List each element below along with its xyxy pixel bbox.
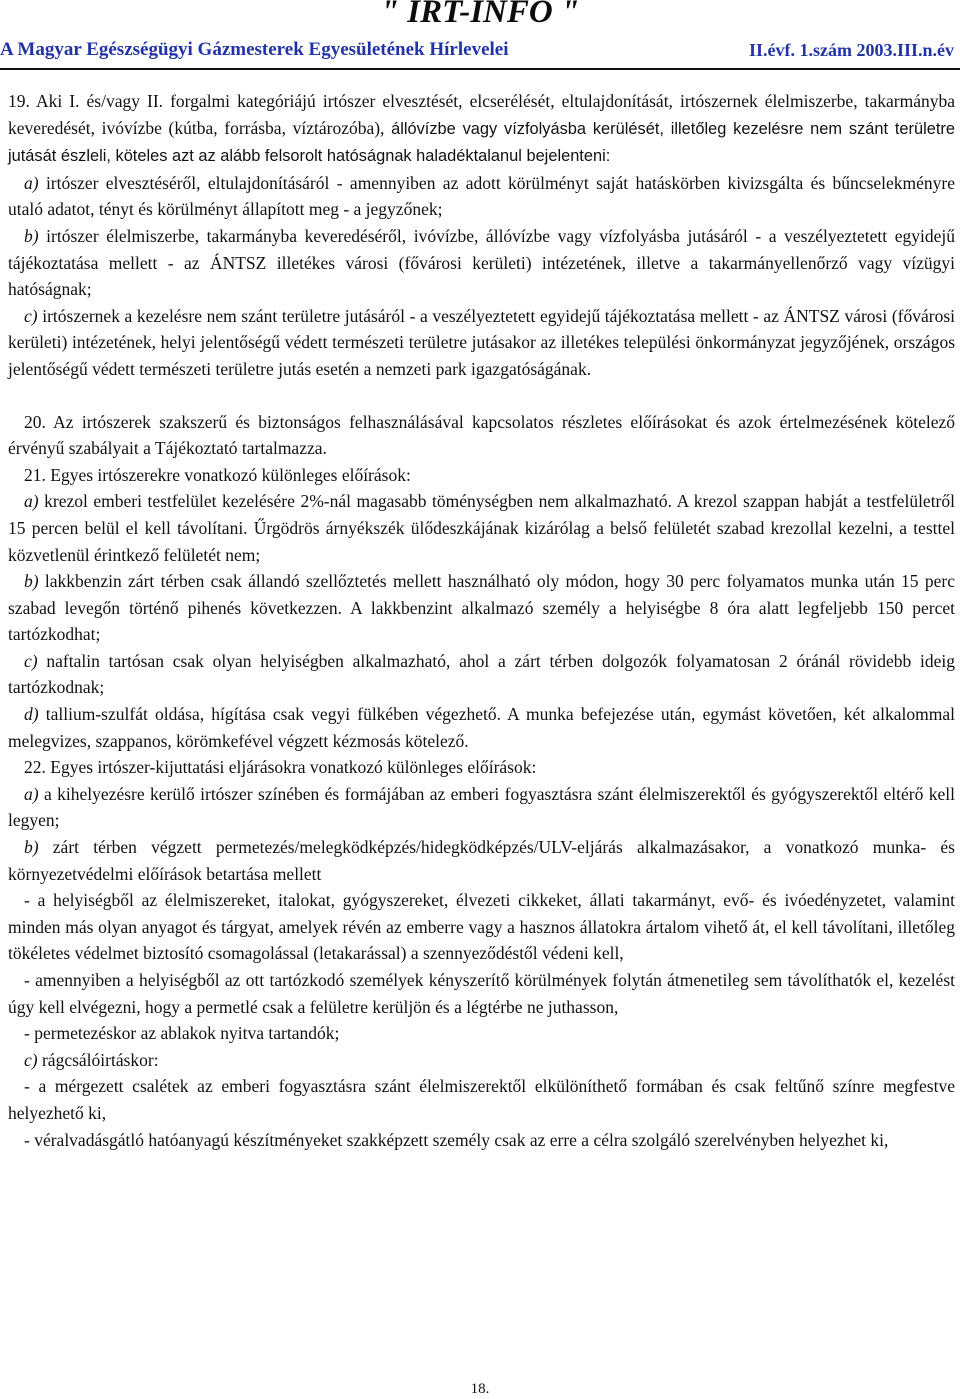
item-text: irtószernek a kezelésre nem szánt területre jutásáról - a veszélyeztetett egyidejű tájékoztatása mellett - az ÁNTSZ városi (fővárosi kerületi) intézetének, helyi jelentőségű védett természeti területre jutásakor az illetékes települési önkormányzat jegyzőjének, országos jelentőségű védett természeti területre jutás esetén a nemzeti park igazgatóságának. bbox=[8, 305, 955, 379]
section-22-item-c bbox=[8, 1047, 955, 1074]
section-21-item-b bbox=[8, 568, 955, 648]
page-number: 18. bbox=[470, 1381, 490, 1397]
item-label: c) bbox=[24, 650, 38, 671]
item-label: a) bbox=[24, 172, 39, 193]
section-22-dash-5: - véralvadásgátló hatóanyagú készítményeket szakképzett személy csak az erre a célra szolgáló szerelvényben helyezhet ki, bbox=[24, 1129, 889, 1150]
section-20: 20. Az irtószerek szakszerű és biztonságos felhasználásával kapcsolatos részletes előírásokat és azok értelmezésének kötelező érvényű szabályait a Tájékoztató tartalmazza. bbox=[8, 411, 955, 459]
section-22-dash-4: - a mérgezett csalétek az emberi fogyasztásra szánt élelmiszerektől elkülöníthető formában és csak feltűnő színre megfestve helyezhető ki, bbox=[8, 1076, 955, 1123]
section-22-item-b bbox=[8, 834, 955, 887]
item-text: lakkbenzin zárt térben csak állandó szellőztetés mellett használható oly módon, hogy 30 perc folyamatos munka után 15 perc szabad levegőn történő pihenés következzen. A lakkbenzint alkalmazó személy a helyiségbe 8 óra alatt legfeljebb 150 percet tartózkodhat; bbox=[8, 571, 955, 645]
section-22-item-a bbox=[8, 781, 955, 834]
item-label: c) bbox=[24, 1049, 38, 1070]
section-21-heading: 21. Egyes irtószerekre vonatkozó különleges előírások: bbox=[24, 464, 411, 485]
document-body bbox=[8, 88, 955, 1153]
item-text: irtószer elvesztéséről, eltulajdonításáról - amennyiben az adott körülményt saját hatáskörben kivizsgálta és bűncselekményre utaló adatot, tényt és körülményt állapított meg - a jegyzőnek; bbox=[8, 172, 955, 220]
section-21-item-d bbox=[8, 701, 955, 754]
item-label: b) bbox=[24, 837, 39, 858]
section-19-intro-a: 19. Aki I. és/vagy II. forgalmi kategóriájú irtószer elvesztését, elcserélését, eltulajdonítását, irtószernek élelmiszerbe, takarmányba keveredését, ivóvízbe (kútba, forrásba, víztározóba), bbox=[8, 91, 955, 138]
section-22-dash-1: - a helyiségből az élelmiszereket, italokat, gyógyszereket, élvezeti cikkeket, állati takarmányt, evő- és ivóedényzetet, valamint minden más olyan anyagot és tárgyat, amelyek révén az emberre vagy a hasznos állatokra ártalom vihető át, el kell távolítani, illetőleg tökéletes védelmet biztosító csomagolással (letakarással) a szennyeződéstől védeni kell, bbox=[8, 890, 955, 964]
section-19-intro-b: állóvízbe vagy vízfolyásba kerülését, illetőleg kezelésre nem szánt területre jutását észleli, köteles azt az alább felsorolt hatóságnak haladéktalanul bejelenteni: bbox=[8, 119, 955, 166]
item-label: b) bbox=[24, 571, 39, 592]
section-22-dash-3: - permetezéskor az ablakok nyitva tartandók; bbox=[24, 1023, 340, 1044]
item-label: d) bbox=[24, 704, 39, 725]
section-19-intro bbox=[8, 88, 955, 170]
item-text: irtószer élelmiszerbe, takarmányba keveredéséről, ivóvízbe, állóvízbe vagy vízfolyásba jutásáról - a veszélyeztetett egyidejű tájékoztatása mellett - az ÁNTSZ illetékes városi (fővárosi kerületi) intézetének, illetve a takarmányellenőrző vagy vízügyi hatóságnak; bbox=[8, 225, 955, 300]
issue-info: II.évf. 1.szám 2003.III.n.év bbox=[749, 40, 954, 60]
section-22-dash-2: - amennyiben a helyiségből az ott tartózkodó személyek kényszerítő körülmények folytán átmenetileg sem távolíthatók el, kezelést úgy kell elvégezni, hogy a permetlé csak a felületre kerüljön és a légtérbe ne juthasson, bbox=[8, 970, 955, 1017]
item-label: c) bbox=[24, 305, 38, 326]
header-divider bbox=[0, 68, 960, 70]
section-19-item-c bbox=[8, 303, 955, 383]
item-text: rágcsálóirtáskor: bbox=[37, 1049, 159, 1070]
item-text: zárt térben végzett permetezés/melegködképzés/hidegködképzés/ULV-eljárás alkalmazásakor, a vonatkozó munka- és környezetvédelmi előírások betartása mellett bbox=[8, 837, 955, 884]
section-19-item-b bbox=[8, 223, 955, 303]
newsletter-subtitle: A Magyar Egészségügyi Gázmesterek Egyesületének Hírlevelei bbox=[0, 39, 509, 60]
item-label: a) bbox=[24, 491, 39, 512]
section-19-item-a bbox=[8, 170, 955, 223]
item-text: krezol emberi testfelület kezelésére 2%-nál magasabb töménységben nem alkalmazható. A krezol szappan habját a testfelületről 15 percen belül el kell távolítani. Űrgödrös árnyékszék ülődeszkájának kizárólag a belső felületét szabad krezollal kezelni, a testtel közvetlenül érintkező felületét nem; bbox=[8, 491, 955, 565]
item-text: tallium-szulfát oldása, hígítása csak vegyi fülkében végezhető. A munka befejezése után, egymást követően, két alkalommal melegvizes, szappanos, körömkefével végzett kézmosás kötelező. bbox=[8, 704, 955, 751]
item-label: a) bbox=[24, 783, 39, 804]
item-text: naftalin tartósan csak olyan helyiségben alkalmazható, ahol a zárt térben dolgozók folyamatosan 2 óránál rövidebb ideig tartózkodnak; bbox=[8, 650, 955, 698]
newsletter-title: " IRT-INFO " bbox=[380, 0, 580, 30]
section-21-item-a bbox=[8, 488, 955, 568]
section-22-heading: 22. Egyes irtószer-kijuttatási eljárásokra vonatkozó különleges előírások: bbox=[24, 757, 537, 778]
item-text: a kihelyezésre kerülő irtószer színében és formájában az emberi fogyasztásra szánt élelmiszerektől és gyógyszerektől eltérő kell legyen; bbox=[8, 783, 955, 831]
item-label: b) bbox=[24, 225, 39, 246]
section-21-item-c bbox=[8, 648, 955, 701]
masthead bbox=[0, 0, 960, 70]
